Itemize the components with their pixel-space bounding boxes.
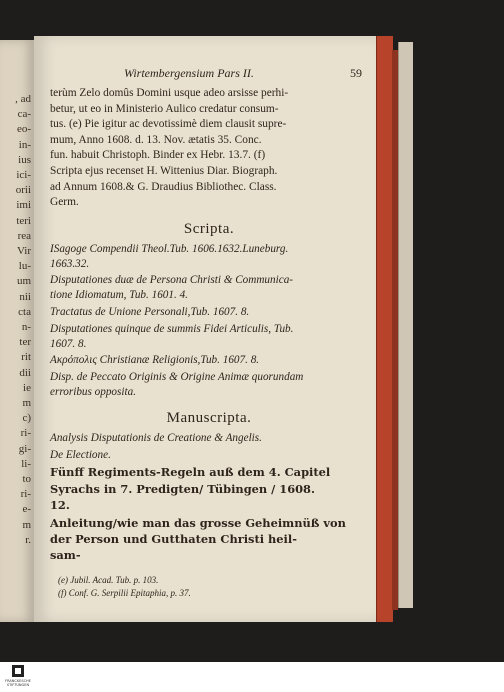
left-page-fragment: rit (21, 351, 31, 364)
footnotes (50, 574, 368, 600)
left-page-fragment: eo- (16, 123, 31, 136)
left-page-fragment: imi (16, 199, 31, 212)
left-page-fragment: , ad (15, 93, 31, 105)
list-item: Disputationes quinque de summis Fidei Articulis, Tub. 1607. 8. (50, 322, 294, 350)
section-heading-scripta: Scripta. (183, 220, 235, 237)
left-page-fragment: ter (19, 336, 31, 349)
left-page-fragment: nii (19, 290, 31, 303)
left-page-fragment: c) (22, 412, 31, 425)
left-page-fragment: e- (22, 503, 31, 516)
left-page-fragment: um (16, 275, 31, 288)
list-item: Ακρόπολις Christianæ Religionis,Tub. 1607. 8. (50, 354, 260, 367)
list-item: De Electione. (50, 448, 111, 461)
list-item: Disp. de Peccato Originis & Origine Animæ quorundam erroribus opposita. (50, 371, 304, 398)
left-page-fragment: ie (23, 381, 31, 394)
left-page (0, 40, 36, 622)
header-title: Wirtembergensium Pars II. (124, 66, 254, 80)
running-header (50, 66, 368, 84)
page-number: 59 (350, 66, 362, 80)
left-page-fragment: ca- (17, 108, 31, 121)
left-page-fragment: rea (17, 229, 31, 242)
left-page-fragment: ici- (16, 169, 31, 182)
left-page-text (15, 92, 31, 548)
left-page-fragment: orii (15, 184, 31, 197)
left-page-fragment: n- (21, 321, 31, 334)
left-page-fragment: dii (19, 366, 31, 379)
body-paragraph: terùm Zelo domûs Domini usque adeo arsisse perhi- betur, ut eo in Ministerio Aulico credatur consum- tus. (e) Pie igitur ac devotissimè diem clausit supre- mum, Anno 1608. d. 13. Nov. ætatis 35. Conc. fun. habuit Christoph. Binder ex Hebr. 13.7. (f) Scripta ejus recenset H. Wittenius Diar. Biograph. ad Annum 1608.& G. Draudius Bibliothec. Class. Germ. (50, 87, 289, 209)
left-page-fragment: m (22, 518, 31, 531)
left-page-fragment: ri- (20, 488, 31, 501)
page-content (50, 66, 368, 600)
left-page-fragment: ri- (20, 427, 31, 440)
left-page-fragment: teri (16, 214, 31, 227)
footnote: (e) Jubil. Acad. Tub. p. 103. (58, 574, 159, 585)
left-page-fragment: gi- (18, 442, 31, 455)
list-item: Tractatus de Unione Personali,Tub. 1607. 8. (50, 305, 250, 318)
left-page-fragment: lu- (18, 260, 31, 273)
left-page-fragment: r. (25, 533, 31, 546)
list-item: ISagoge Compendii Theol.Tub. 1606.1632.Luneburg. 1663.32. (50, 242, 289, 270)
list-item-fraktur: Anleitung/wie man das grosse Geheimnüß von der Person und Gutthaten Christi heil- sam- (50, 515, 346, 563)
left-page-fragment: cta (18, 305, 31, 318)
list-item: Analysis Disputationis de Creatione & Angelis. (50, 431, 262, 444)
left-page-fragment: in- (18, 138, 31, 151)
page-edge (376, 36, 393, 622)
left-page-fragment: ius (18, 153, 31, 166)
list-item-fraktur: Fünff Regiments-Regeln auß dem 4. Capitel Syrachs in 7. Predigten/ Tübingen / 1608. 12. (50, 465, 331, 512)
library-logo-icon[interactable]: FRANCKESCHE STIFTUNGEN (4, 665, 32, 689)
section-heading-manuscripta: Manuscripta. (166, 409, 252, 426)
list-item: Disputationes duæ de Persona Christi & Communica- tione Idiomatum, Tub. 1601. 4. (50, 274, 294, 302)
footnote: (f) Conf. G. Serpilii Epitaphia, p. 37. (58, 587, 191, 598)
left-page-fragment: Vir (16, 245, 31, 258)
left-page-fragment: li- (21, 457, 31, 470)
scripta-list (50, 242, 368, 400)
book-cover (398, 42, 413, 608)
left-page-fragment: to (22, 473, 31, 486)
left-page-fragment: m (22, 397, 31, 410)
viewer-footer (0, 662, 504, 692)
manuscripta-list (50, 431, 368, 564)
